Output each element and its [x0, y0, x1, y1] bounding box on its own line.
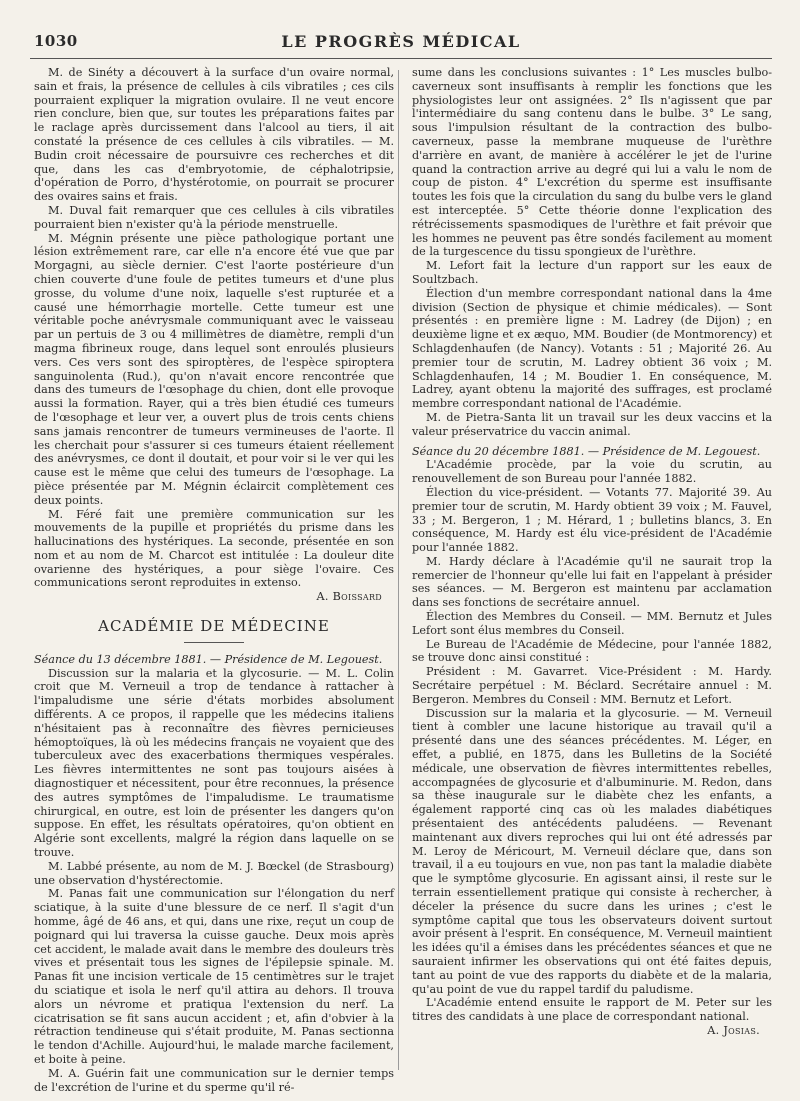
paragraph-peter: L'Académie entend ensuite le rapport de M. Peter sur les titres des candidats à une place de correspondant national. — [412, 996, 772, 1024]
paragraph-guerin: M. A. Guérin fait une communication sur le dernier temps de l'excrétion de l'urine et du sperme qu'il ré- — [34, 1066, 394, 1094]
paragraph-conseil: Élection des Membres du Conseil. — MM. Bernutz et Jules Lefort sont élus membres du Conseil. — [412, 610, 772, 637]
title-rule — [184, 642, 244, 643]
paragraph-colin: Discussion sur la malaria et la glycosurie. — M. L. Colin croit que M. Verneuil a trop de tendance à rattacher à l'impaludisme une série d'états morbides absolument différents. A ce propos, il rappelle que les médecins italiens n'hésitaient pas à reconnaître des fièvres pernicieuses hémoptoïques, là où les médecins français ne voyaient que des tuberculeux avec des exacerbations thermiques vespérales. Les fièvres intermittentes ne sont pas toujours aisées à diagnostiquer et nécessitent, pour être reconnues, la présence des autres symptômes de l'impaludisme. Le traumatisme chirurgical, en outre, est loin de présenter les dangers qu'on suppose. En effet, les résultats opératoires, qu'on obtient en Algérie sont excellents, malgré la région dans laquelle on se trouve. — [34, 666, 394, 860]
academy-title: ACADÉMIE DE MÉDECINE — [98, 617, 330, 636]
paragraph-megnin: M. Mégnin présente une pièce pathologique portant une lésion extrêmement rare, car elle n'a encore été vue que par Morgagni, au siècle dernier. C'est l'aorte postérieure d'un chien couverte d'une foule de petites tumeurs et d'une plus grosse, du volume d'une noix, laquelle s'est rupturée et a causé une hémorrhagie mortelle. Cette tumeur est une véritable poche anévrysmale communiquant avec le vaisseau par un pertuis de 3 ou 4 millimètres de diamètre, rempli d'un magma fibrineux rouge, dans lequel sont enroulés plusieurs vers. Ces vers sont des spiroptères, de l'espèce spiroptera sanguinolenta (Rud.), qu'on n'avait encore rencontrée que dans des tumeurs de l'œsophage du chien, dont elle provoque aussi la formation. Rayer, qui a très bien étudié ces tumeurs de l'œsophage et leur ver, a ouvert plus de trois cents chiens sans jamais rencontrer de tumeurs vermineuses de l'aorte. Il les cherchait pour s'assurer si ces tumeurs étaient réellement des anévrysmes, ce dont il doutait, et pour voir si le ver qui les cause est le même que celui des tumeurs de l'œsophage. La pièce présentée par M. Mégnin éclaircit complètement ces deux points. — [34, 231, 394, 507]
page-number: 1030 — [34, 32, 78, 50]
paragraph-bureau: L'Académie procède, par la voie du scrutin, au renouvellement de son Bureau pour l'année 1882. — [412, 458, 772, 486]
page-header — [30, 18, 772, 59]
left-column — [34, 66, 394, 1094]
paragraph-fere: M. Féré fait une première communication sur les mouvements de la pupille et propriétés du prisme dans les hallucinations des hystériques. La seconde, présentée en son nom et au nom de M. Charcot est intitulée : La douleur dite ovarienne des hystériques, a pour siège l'ovaire. Ces communications seront reproduites in extenso. — [34, 507, 394, 590]
paragraph-officers: Président : M. Gavarret. Vice-Président : M. Hardy. Secrétaire perpétuel : M. Béclard. Secrétaire annuel : M. Bergeron. Membres du Conseil : MM. Bernutz et Lefort. — [412, 665, 772, 706]
paragraph-panas: M. Panas fait une communication sur l'élongation du nerf sciatique, à la suite d'une blessure de ce nerf. Il s'agit d'un homme, âgé de 46 ans, et qui, dans une rixe, reçut un coup de poignard qui lui traversa la cuisse gauche. Deux mois après cet accident, le malade avait dans le membre des douleurs très vives et présentait tous les signes de l'épilepsie spinale. M. Panas fit une incision verticale de 15 centimètres sur le trajet du sciatique et isola le nerf qu'il attira au dehors. Il trouva alors un névrome et pratiqua l'extension du nerf. La cicatrisation se fit sans aucun accident ; et, afin d'obvier à la rétraction tendineuse qui s'était produite, M. Panas sectionna le tendon d'Achille. Aujourd'hui, le malade marche facilement, et boite à peine. — [34, 887, 394, 1066]
paragraph-pietra-santa: M. de Pietra-Santa lit un travail sur les deux vaccins et la valeur préservatrice du vaccin animal. — [412, 410, 772, 438]
session-heading-20: Séance du 20 décembre 1881. — Présidence de M. Legouest. — [412, 444, 761, 458]
right-column — [412, 66, 772, 1076]
session-heading-13: Séance du 13 décembre 1881. — Présidence de M. Legouest. — [34, 652, 383, 666]
paragraph-election-correspondant: Élection d'un membre correspondant national dans la 4me division (Section de physique et chimie médicales). — Sont présentés : en première ligne : M. Ladrey (de Dijon) ; en deuxième ligne et ex æquo, MM. Boudier (de Montmorency) et Schlagdenhaufen (de Nancy). Votants : 51 ; Majorité 26. Au premier tour de scrutin, M. Ladrey obtient 36 voix ; M. Schlagdenhaufen, 14 ; M. Boudier 1. En conséquence, M. Ladrey, ayant obtenu la majorité des suffrages, est proclamé membre correspondant national de l'Académie. — [412, 286, 772, 411]
column-divider — [398, 70, 399, 1070]
paragraph-vice-president: Élection du vice-président. — Votants 77. Majorité 39. Au premier tour de scrutin, M. Hardy obtient 39 voix ; M. Fauvel, 33 ; M. Bergeron, 1 ; M. Hérard, 1 ; bulletins blancs, 3. En conséquence, M. Hardy est élu vice-président de l'Académie pour l'année 1882. — [412, 485, 772, 555]
signature-boissard: A. Boissard — [316, 590, 382, 604]
paragraph-duval: M. Duval fait remarquer que ces cellules à cils vibratiles pourraient bien n'exister qu'à la période menstruelle. — [34, 203, 394, 231]
paragraph-guerin-cont: sume dans les conclusions suivantes : 1° Les muscles bulbo-caverneux sont insuffisants à remplir les fonctions que les physiologistes leur ont assignées. 2° Ils n'agissent que par l'intermédiaire du sang contenu dans le bulbe. 3° Le sang, sous l'impulsion résultant de la contraction des bulbo-caverneux, passe la membrane muqueuse de l'urèthre d'arrière en avant, de manière à accélérer le jet de l'urine quand la contraction arrive au degré qui lui a valu le nom de coup de piston. 4° L'excrétion du sperme est insuffisante toutes les fois que la circulation du sang du bulbe vers le gland est interceptée. 5° Cette théorie donne l'explication des rétrécissements spasmodiques de l'urèthre et fait prévoir que les hommes ne peuvent pas être sondés facilement au moment de la turgescence du tissu spongieux de l'urèthre. — [412, 66, 772, 259]
running-title: LE PROGRÈS MÉDICAL — [281, 32, 521, 51]
signature-josias: A. Josias. — [707, 1023, 760, 1037]
paragraph-sinety: M. de Sinéty a découvert à la surface d'un ovaire normal, sain et frais, la présence de cellules à cils vibratiles ; ces cils pourraient expliquer la migration ovulaire. Il ne veut encore rien conclure, bien que, sur toutes les préparations faites par le raclage après durcissement dans l'alcool au tiers, il ait constaté la présence de ces cellules à cils vibratiles. — M. Budin croit nécessaire de poursuivre ces recherches et dit que, dans les cas d'embryotomie, de céphalotripsie, d'opération de Porro, d'hystérotomie, on pourrait se procurer des ovaires sains et frais. — [34, 66, 394, 204]
paragraph-verneuil: Discussion sur la malaria et la glycosurie. — M. Verneuil tient à combler une lacune historique au travail qu'il a présenté dans une des séances précédentes. M. Léger, en effet, a publié, en 1875, dans les Bulletins de la Société médicale, une observation de fièvres intermittentes rebelles, accompagnées de glycosurie et d'albuminurie. M. Redon, dans sa thèse inaugurale sur le diabète chez les enfants, a également rapporté cinq cas où les malades diabétiques présentaient des antécédents paludéens. — Revenant maintenant aux divers reproches qui lui ont été adressés par M. Leroy de Méricourt, M. Verneuil déclare que, dans son travail, il a eu toujours en vue, non pas tant la maladie diabète que le symptôme glycosurie. En agissant ainsi, il reste sur le terrain essentiellement pratique qui consiste à rechercher, à déceler la présence du sucre dans les urines ; c'est le symptôme capital que tous les observateurs doivent surtout avoir présent à l'esprit. En conséquence, M. Verneuil maintient les idées qu'il a émises dans les précédentes séances et que ne sauraient infirmer les observations qui ont été faites depuis, tant au point de vue des rapports du diabète et de la malaria, qu'au point de vue du rappel tardif du paludisme. — [412, 706, 772, 996]
paragraph-labbe: M. Labbé présente, au nom de M. J. Bœckel (de Strasbourg) une observation d'hystérectomie. — [34, 859, 394, 887]
paragraph-hardy: M. Hardy déclare à l'Académie qu'il ne saurait trop la remercier de l'honneur qu'elle lui fait en l'appelant à présider ses séances. — M. Bergeron est maintenu par acclamation dans ses fonctions de secrétaire annuel. — [412, 554, 772, 610]
paragraph-bureau-constitue: Le Bureau de l'Académie de Médecine, pour l'année 1882, se trouve donc ainsi constitué : — [412, 637, 772, 665]
paragraph-lefort: M. Lefort fait la lecture d'un rapport sur les eaux de Soultzbach. — [412, 259, 772, 286]
